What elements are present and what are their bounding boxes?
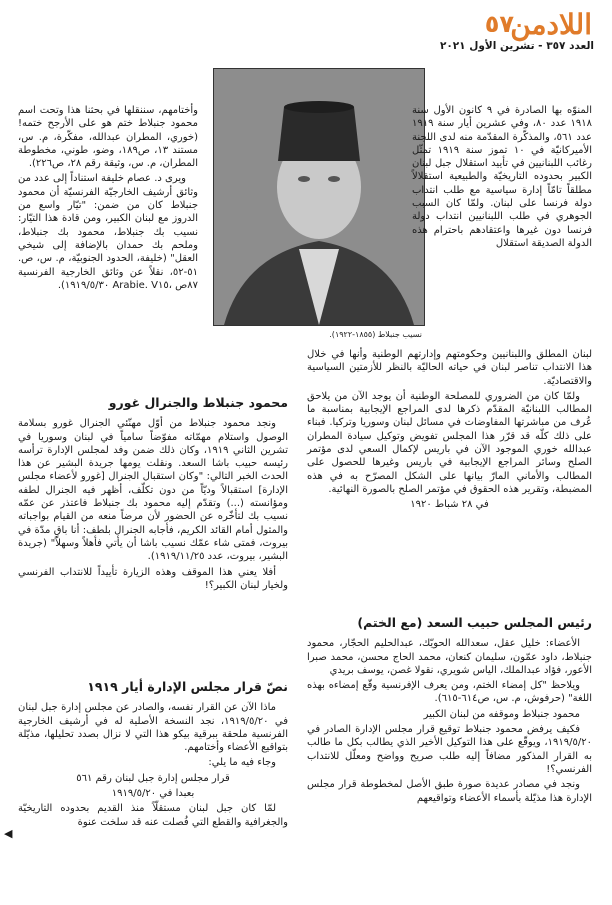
issue-line: العدد ٣٥٧ - تشرين الأول ٢٠٢١ [439, 40, 594, 52]
paragraph: ولمّا كان من الضروري للمصلحة الوطنية أن يوجد الآن من يلاحق المطالب اللبنانيّة المقدّم ذكرها لدى المراجع الإيجابية بمناسبة ما عُرف من مباشرتها المفاوضات في مسائل لبنان وسوريا وتركيا. فبناء على ذلك كلّه قد قرّر هذا المجلس تفويض وتوكيل سيادة المطران عبدالله خوري الموجود الآن في باريس لإكمال السعي لدى مؤتمر الصلح وسائر المراجع الإيجابية في باريس وغيرها للحصول على المطالب والأماني المارّ بيانها على الشكل المصرّح به في هذه المضبطة، وتقرير هذه الحقوق في مؤتمر الصلح بالصورة النهائية. [307, 390, 592, 495]
paragraph: ماذا الآن عن القرار نفسه، والصادر عن مجلس إدارة جبل لبنان في ١٩١٩/٥/٢٠، نجد النسخة الأصلية له في أرشيف الخارجية الفرنسية ملحقة ببرقية بيكو هذا التي لا نزال بصدد تحليلها، مذيّلة بتواقيع الأعضاء وأختامهم. [18, 702, 289, 754]
portrait-photo [213, 68, 425, 326]
column-right-top [412, 104, 592, 252]
column-left-bottom [18, 676, 288, 831]
section-heading: نصّ قرار مجلس الإدارة أيار ١٩١٩ [87, 679, 288, 694]
paragraph: وجاء فيه ما يلي: [208, 757, 276, 769]
paragraph: ونجد في مصادر عديدة صورة طبق الأصل لمخطوطة قرار مجلس الإدارة هذا مذيّلة بأسماء الأعضاء وتواقيعهم [307, 779, 592, 804]
paragraph: لمّا كان جبل لبنان مستقلّاً منذ القديم بحدوده التاريخيّة والجغرافية والقطع التي فُصلت عنه قد سلخت عنوة [18, 803, 288, 828]
section-heading: محمود جنبلاط والجنرال غورو [108, 395, 288, 410]
magazine-logo: اللادمن [510, 8, 592, 41]
paragraph: ويرى د. عصام خليفة استناداً إلى عدد من وثائق أرشيف الخارجيّة الفرنسيّة أن محمود جنبلاط كان من ضمن: "تيّار واسع من الدروز مع لبنان الكبير، ومن قادة هذا التيّار: نسيب بك جنبلاط، محمود بك جنبلاط، وملحم بك حمدان بالإضافة إلى شيخي العقل" (خليفة، الحدود الجنوبيّة، م. س، ص. ٥١-٥٢، نقلاً عن وثائق الخارجية الفرنسية ٨٧ص ،Arabie. V١٥ ١٩١٩/٥/٣٠). [18, 173, 198, 291]
paragraph: محمود جنبلاط وموقفه من لبنان الكبير [423, 708, 580, 720]
column-left-top [18, 104, 198, 294]
page-number: ٥٧ [484, 10, 514, 38]
paragraph: ويلاحظ "كل إمضاء الختم، ومن يعرف الإفرنسية وقّع إمضاءه بهذه اللغة" (حرفوش، م. س، ص٦١٤-٦١٥). [307, 680, 592, 705]
date-line: في ٢٨ شباط ١٩٢٠ [410, 499, 489, 511]
portrait-illustration [214, 69, 424, 325]
photo-caption: نسيب جنبلاط (١٨٥٥-١٩٢٢). [329, 330, 422, 339]
paragraph: ونجد محمود جنبلاط من أوّل مهنّئي الجنرال غورو بسلامة الوصول واستلام مهمّاته مفوّضاً سامياً في لبنان وسوريا في تشرين الثاني ١٩١٩، وكان ذلك ضمن وفد لمجلس الإدارة ترأسه رئيسه حبيب باشا السعد. ونقلت يومها جريدة البشير عن هذا الحدث الخبر التالي: "وكان استقبال الجنرال [غورو لأعضاء مجلس الإدارة] استقبالاً وديّاً من دون تكلّف، أظهر فيه الجنرال لطفه ومؤانسته (...) وتقدّم إليه محمود بك جنبلاط فاعتذر عن عمّه نسيب بك لتأخّره عن الحضور لأن مرضاً منعه من القيام بواجباته والمثول أمام القائد الكريم، فأجابه الجنرال بلطف: أنا باقٍ مدّة في بيروت، فمتى شاء عمّك نسيب باشا أن يأتي فأهلاً وسهلاً" (جريدة البشير، بيروت، عدد ١٩١٩/١١/٢٥). [18, 418, 288, 563]
paragraph: بعبدا في ١٩١٩/٥/٢٠ [111, 788, 195, 800]
paragraph: لبنان المطلق واللبنانيين وحكومتهم وإدارتهم الوطنية وأنها في خلال هذا الانتداب تناصر لبنان في حياته الحاليّة بالنظر للأزمتين السياسية والاقتصاديّة. [307, 349, 592, 387]
column-right-bottom [307, 612, 592, 807]
column-right-mid [307, 348, 592, 514]
paragraph: قرار مجلس إدارة جبل لبنان رقم ٥٦١ [76, 772, 230, 784]
continue-arrow-icon: ◀ [4, 827, 13, 840]
paragraph: أفلا يعني هذا الموقف وهذه الزيارة تأييداً للانتداب الفرنسي ولخيار لبنان الكبير؟! [18, 566, 288, 591]
paragraph: فكيف يرفض محمود جنبلاط توقيع قرار مجلس الإدارة الصادر في ١٩١٩/٥/٢٠، ويوقّع على هذا التوكيل الأخير الذي يطالب بكل ما طالب به القرار المذكور مضافاً إليه طلب صريح وواضح ومعلّل للانتداب الفرنسي؟! [307, 724, 592, 775]
paragraph: الأعضاء: خليل عقل، سعدالله الحويّك، عبدالحليم الحجّار، محمود جنبلاط، داود عمّون، سليمان كنعان، محمد الحاج محسن، محمد صبرا الأعور، فؤاد عبدالملك، الياس شويري، نقولا غصن، يوسف بريدي [307, 638, 592, 676]
section-heading: رئيس المجلس حبيب السعد (مع الختم) [357, 615, 592, 630]
paragraph: وأختامهم، سننقلها في بحثنا هذا وتحت اسم محمود جنبلاط ختم هو على الأرجح ختمه!(خوري، المطران عبدالله، مفكّرة، م. س، مستند ١٣، ص١٨٩، وضو، طوني، مخطوطة المطران، م. س، وثيقة رقم ٢٨، ص٢٢٦). [18, 105, 198, 170]
paragraph: المنوّه بها الصادرة في ٩ كانون الأول سنة ١٩١٨ عدد ٨٠، وفي عشرين أيار سنة ١٩١٩ عدد ٥٦١، والمذكّرة المقدّمة منه لدى اللجنة الأميركانيّة في ١٠ تموز سنة ١٩١٩ تمثّل رغائب اللبنانيين في تأييد استقلال جبل لبنان الكبير بحدوده التاريخيّة والطبيعية استقلالاً مطلقاً تامّاً إدارة سياسية مع طلب انتداب دولة فرنسا على لبنان. ولمّا كان السبب الجوهري في طلب اللبنانيين انتداب دولة فرنسا دون غيرها واعتقادهم باحترام هذه الدولة الصديقة استقلال [412, 105, 592, 249]
column-left-mid [18, 392, 288, 594]
